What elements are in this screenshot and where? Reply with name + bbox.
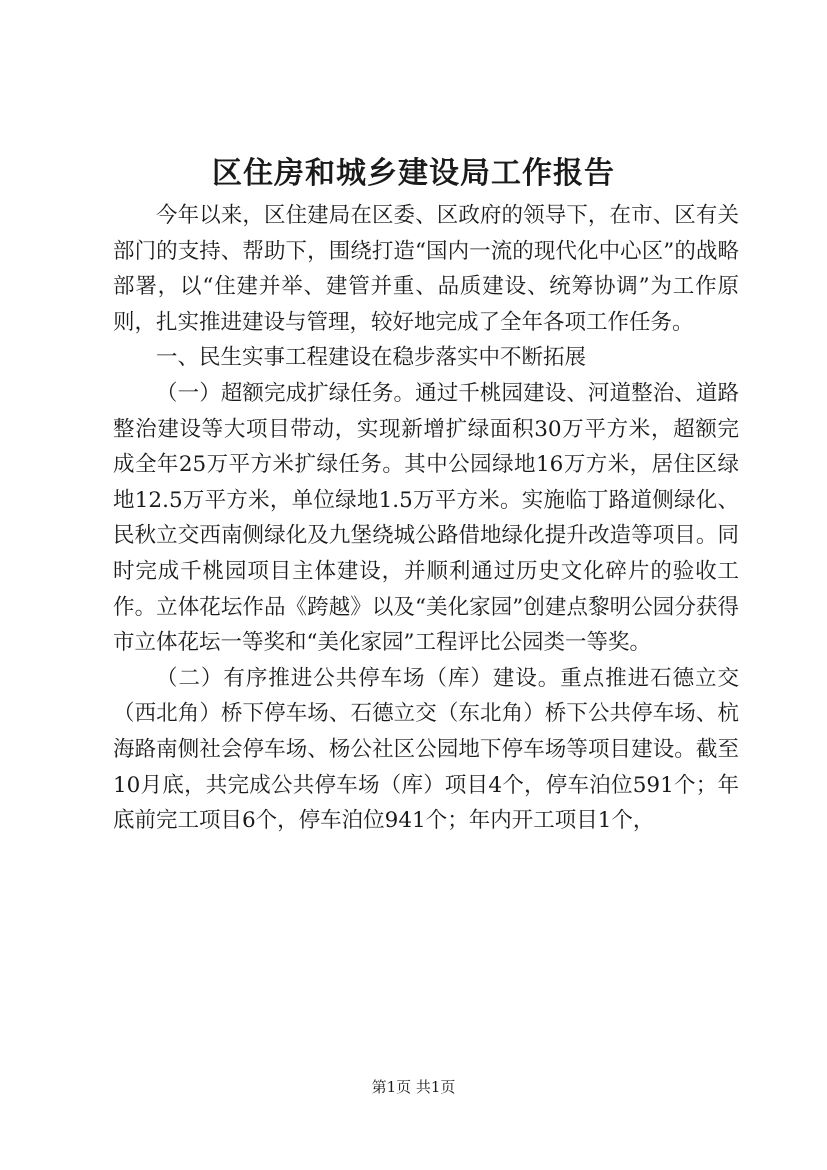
greening-paragraph: （一）超额完成扩绿任务。通过千桃园建设、河道整治、道路整治建设等大项目带动，实现新增扩绿面积30万平方米，超额完成全年25万平方米扩绿任务。其中公园绿地16万方米，居住区绿地12.5万平方米，单位绿地1.5万平方米。实施临丁路道侧绿化、民秋立交西南侧绿化及九堡绕城公路借地绿化提升改造等项目。同时完成千桃园项目主体建设，并顺利通过历史文化碎片的验收工作。立体花坛作品《跨越》以及“美化家园”创建点黎明公园分获得市立体花坛一等奖和“美化家园”工程评比公园类一等奖。 [113,380,739,656]
document-title: 区住房和城乡建设局工作报告 [212,156,615,191]
parking-paragraph: （二）有序推进公共停车场（库）建设。重点推进石德立交（西北角）桥下停车场、石德立交（东北角）桥下公共停车场、杭海路南侧社会停车场、杨公社区公园地下停车场等项目建设。截至10月底，共完成公共停车场（库）项目4个，停车泊位591个；年底前完工项目6个，停车泊位941个；年内开工项目1个， [113,665,739,834]
intro-paragraph: 今年以来，区住建局在区委、区政府的领导下，在市、区有关部门的支持、帮助下，围绕打造“国内一流的现代化中心区”的战略部署，以“住建并举、建管并重、品质建设、统筹协调”为工作原则，扎实推进建设与管理，较好地完成了全年各项工作任务。 [113,203,739,335]
document-body [113,198,739,839]
section-heading: 一、民生实事工程建设在稳步落实中不断拓展 [156,345,587,371]
page-footer: 第1页 共1页 [371,1078,456,1096]
